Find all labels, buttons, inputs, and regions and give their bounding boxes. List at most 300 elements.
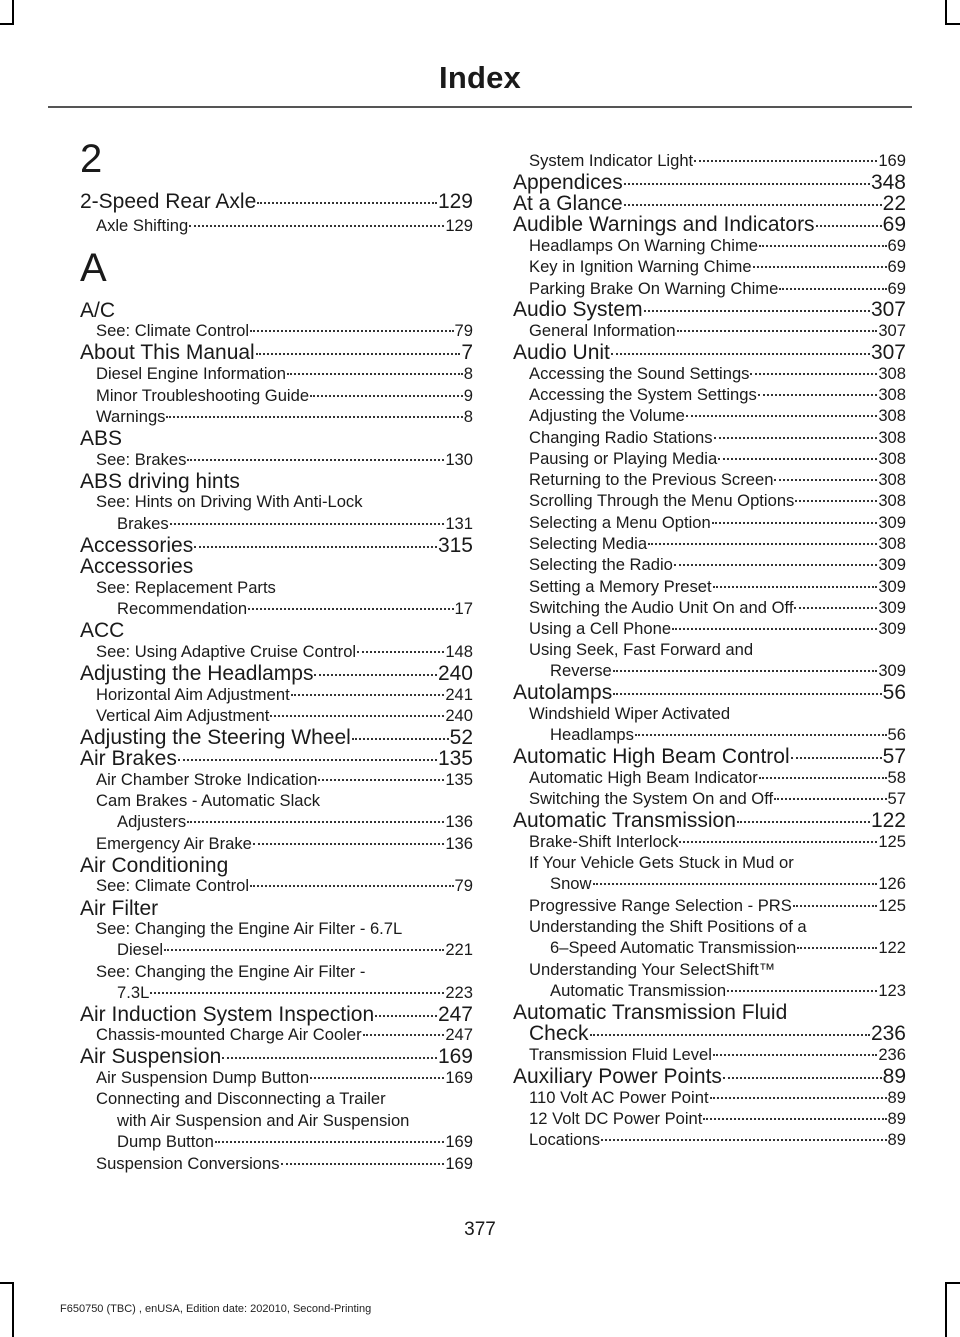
entry-page: 169 <box>445 1132 473 1151</box>
entry-page: 309 <box>878 598 906 617</box>
entry-page: 223 <box>445 983 473 1002</box>
index-subentry[interactable] <box>80 450 473 470</box>
entry-page: 130 <box>445 450 473 469</box>
entry-page: 308 <box>878 428 906 447</box>
index-heading: ACC <box>80 619 125 642</box>
index-subentry-line: with Air Suspension and Air Suspension <box>117 1111 410 1130</box>
entry-title: Automatic Transmission <box>513 809 736 832</box>
index-subentry[interactable] <box>513 534 906 554</box>
entry-page: 309 <box>878 513 906 532</box>
entry-title: Headlamps On Warning Chime <box>529 236 759 255</box>
entry-page: 136 <box>445 812 473 831</box>
dot-leader <box>363 1034 445 1036</box>
entry-title: Autolamps <box>513 681 613 704</box>
entry-page: 125 <box>878 832 906 851</box>
entry-page: 169 <box>437 1045 473 1068</box>
dot-leader <box>793 905 877 907</box>
entry-page: 308 <box>878 470 906 489</box>
dot-leader <box>686 415 877 417</box>
page-number: 377 <box>464 1219 496 1240</box>
index-subentry[interactable] <box>513 151 906 171</box>
entry-page: 57 <box>882 745 906 768</box>
entry-title: Switching the System On and Off <box>529 789 774 808</box>
entry-title: System Indicator Light <box>529 151 694 170</box>
index-subentry[interactable] <box>513 619 906 639</box>
entry-title: Selecting Media <box>529 534 648 553</box>
index-subentry[interactable] <box>513 279 906 299</box>
dot-leader <box>737 821 870 823</box>
dot-leader <box>287 373 463 375</box>
index-subentry[interactable] <box>513 896 906 916</box>
entry-page: 22 <box>882 192 906 215</box>
dot-leader <box>758 394 878 396</box>
entry-page: 122 <box>870 809 906 832</box>
entry-page: 131 <box>445 514 473 533</box>
index-subentry-line: Understanding the Shift Positions of a <box>529 917 807 936</box>
index-subentry[interactable] <box>513 789 906 809</box>
entry-page: 309 <box>878 577 906 596</box>
index-subentry[interactable] <box>513 513 906 533</box>
index-subentry[interactable] <box>513 725 906 745</box>
index-subentry[interactable] <box>513 1109 906 1129</box>
index-subentry[interactable] <box>80 1025 473 1045</box>
crop-mark <box>945 1282 947 1337</box>
entry-title: Air Brakes <box>80 747 177 770</box>
entry-title: Accessories <box>80 534 194 557</box>
section-letter: A <box>80 246 107 290</box>
index-subentry-line: Understanding Your SelectShift™ <box>529 960 776 979</box>
entry-title: At a Glance <box>513 192 623 215</box>
index-entry[interactable] <box>513 213 906 237</box>
entry-title: Air Suspension <box>80 1045 222 1068</box>
index-subentry[interactable] <box>513 491 906 511</box>
entry-title: Dump Button <box>117 1132 214 1151</box>
dot-leader <box>593 883 878 885</box>
index-subentry[interactable] <box>513 428 906 448</box>
entry-title: Air Induction System Inspection <box>80 1003 375 1026</box>
index-subentry[interactable] <box>80 599 473 619</box>
entry-page: 69 <box>887 236 906 255</box>
index-entry[interactable] <box>513 745 906 769</box>
entry-page: 136 <box>445 834 473 853</box>
entry-page: 89 <box>882 1065 906 1088</box>
entry-title: 110 Volt AC Power Point <box>529 1088 709 1107</box>
entry-page: 89 <box>887 1109 906 1128</box>
dot-leader <box>257 202 437 204</box>
entry-title: 6–Speed Automatic Transmission <box>550 938 797 957</box>
entry-title: 7.3L <box>117 983 150 1002</box>
index-subentry[interactable] <box>513 661 906 681</box>
dot-leader <box>189 225 444 227</box>
dot-leader <box>648 543 877 545</box>
index-heading: Air Conditioning <box>80 854 229 877</box>
index-subentry[interactable] <box>513 1130 906 1150</box>
dot-leader <box>713 1054 877 1056</box>
dot-leader <box>710 1097 887 1099</box>
entry-page: 307 <box>870 298 906 321</box>
entry-page: 129 <box>445 216 473 235</box>
entry-title: Warnings <box>96 407 166 426</box>
entry-page: 309 <box>878 619 906 638</box>
dot-leader <box>712 522 878 524</box>
entry-page: 56 <box>887 725 906 744</box>
index-entry[interactable] <box>513 809 906 833</box>
entry-title: Air Chamber Stroke Indication <box>96 770 318 789</box>
entry-title: See: Brakes <box>96 450 187 469</box>
section-letter: 2 <box>80 137 103 181</box>
index-subentry[interactable] <box>513 555 906 575</box>
index-subentry[interactable] <box>513 874 906 894</box>
index-subentry[interactable] <box>513 321 906 341</box>
entry-title: Audio System <box>513 298 643 321</box>
index-entry[interactable] <box>513 1022 906 1046</box>
index-subentry[interactable] <box>80 642 473 662</box>
dot-leader <box>624 183 870 185</box>
index-heading: ABS driving hints <box>80 470 240 493</box>
entry-title: Switching the Audio Unit On and Off <box>529 598 794 617</box>
entry-title: Check <box>529 1022 589 1045</box>
entry-page: 17 <box>454 599 473 618</box>
entry-page: 89 <box>887 1130 906 1149</box>
index-entry[interactable] <box>80 662 473 686</box>
index-subentry[interactable] <box>80 940 473 960</box>
index-entry[interactable] <box>80 1003 473 1027</box>
entry-page: 9 <box>463 386 473 405</box>
crop-mark <box>12 1282 14 1337</box>
entry-page: 169 <box>445 1154 473 1173</box>
dot-leader <box>750 373 877 375</box>
entry-page: 79 <box>454 321 473 340</box>
entry-title: Returning to the Previous Screen <box>529 470 774 489</box>
dot-leader <box>310 395 463 397</box>
entry-title: Headlamps <box>550 725 634 744</box>
index-subentry[interactable] <box>513 938 906 958</box>
footer-edition-info: F650750 (TBC) , enUSA, Edition date: 202010, Second-Printing <box>60 1303 372 1315</box>
entry-page: 69 <box>887 279 906 298</box>
entry-title: Recommendation <box>117 599 248 618</box>
dot-leader <box>150 992 444 994</box>
index-subentry[interactable] <box>513 577 906 597</box>
dot-leader <box>187 821 444 823</box>
index-subentry[interactable] <box>513 598 906 618</box>
dot-leader <box>624 204 882 206</box>
entry-page: 135 <box>437 747 473 770</box>
index-subentry[interactable] <box>80 514 473 534</box>
index-entry[interactable] <box>513 298 906 322</box>
entry-page: 89 <box>887 1088 906 1107</box>
entry-page: 247 <box>445 1025 473 1044</box>
dot-leader <box>314 674 436 676</box>
index-subentry[interactable] <box>80 1068 473 1088</box>
dot-leader <box>357 651 444 653</box>
dot-leader <box>253 843 444 845</box>
dot-leader <box>256 353 461 355</box>
dot-leader <box>759 245 887 247</box>
dot-leader <box>166 416 462 418</box>
index-subentry-line: See: Changing the Engine Air Filter - 6.7L <box>96 919 403 938</box>
index-subentry-line: Cam Brakes - Automatic Slack <box>96 791 321 810</box>
index-entry[interactable] <box>513 681 906 705</box>
index-subentry-line: See: Replacement Parts <box>96 578 276 597</box>
index-heading: Automatic Transmission Fluid <box>513 1001 788 1024</box>
index-subentry-line: See: Hints on Driving With Anti-Lock <box>96 492 363 511</box>
entry-title: Automatic Transmission <box>550 981 727 1000</box>
entry-page: 7 <box>461 341 473 364</box>
dot-leader <box>727 990 877 992</box>
index-subentry[interactable] <box>80 407 473 427</box>
index-subentry[interactable] <box>513 449 906 469</box>
page-title: Index <box>439 60 521 95</box>
dot-leader <box>677 330 878 332</box>
crop-mark <box>945 0 947 25</box>
index-subentry[interactable] <box>80 770 473 790</box>
entry-page: 58 <box>887 768 906 787</box>
entry-title: Adjusters <box>117 812 187 831</box>
dot-leader <box>310 1077 444 1079</box>
index-entry[interactable] <box>80 1045 473 1069</box>
entry-title: See: Climate Control <box>96 876 250 895</box>
crop-mark <box>0 23 14 25</box>
entry-title: 12 Volt DC Power Point <box>529 1109 703 1128</box>
index-entry[interactable] <box>80 747 473 771</box>
dot-leader <box>718 458 877 460</box>
dot-leader <box>713 586 878 588</box>
dot-leader <box>352 738 449 740</box>
dot-leader <box>248 608 453 610</box>
entry-title: Diesel Engine Information <box>96 364 287 383</box>
dot-leader <box>791 757 882 759</box>
entry-page: 123 <box>878 981 906 1000</box>
dot-leader <box>779 288 886 290</box>
entry-title: Minor Troubleshooting Guide <box>96 386 310 405</box>
dot-leader <box>774 798 886 800</box>
crop-mark <box>0 1282 14 1284</box>
dot-leader <box>215 1141 444 1143</box>
dot-leader <box>714 437 878 439</box>
dot-leader <box>674 564 877 566</box>
index-subentry[interactable] <box>513 832 906 852</box>
entry-page: 241 <box>445 685 473 704</box>
entry-title: Key in Ignition Warning Chime <box>529 257 752 276</box>
entry-page: 129 <box>437 190 473 213</box>
entry-title: Air Suspension Dump Button <box>96 1068 310 1087</box>
index-entry[interactable] <box>513 341 906 365</box>
index-subentry[interactable] <box>513 1088 906 1108</box>
entry-title: Pausing or Playing Media <box>529 449 718 468</box>
index-subentry[interactable] <box>80 1132 473 1152</box>
entry-title: Adjusting the Volume <box>529 406 685 425</box>
entry-page: 8 <box>463 407 473 426</box>
entry-page: 8 <box>463 364 473 383</box>
entry-page: 56 <box>882 681 906 704</box>
dot-leader <box>613 693 881 695</box>
entry-page: 57 <box>887 789 906 808</box>
dot-leader <box>794 607 877 609</box>
entry-title: Audio Unit <box>513 341 610 364</box>
dot-leader <box>178 759 437 761</box>
index-subentry[interactable] <box>80 983 473 1003</box>
entry-page: 308 <box>878 449 906 468</box>
entry-page: 169 <box>445 1068 473 1087</box>
index-subentry[interactable] <box>513 257 906 277</box>
entry-page: 148 <box>445 642 473 661</box>
entry-title: Accessing the Sound Settings <box>529 364 750 383</box>
index-heading: ABS <box>80 427 123 450</box>
index-subentry-line: If Your Vehicle Gets Stuck in Mud or <box>529 853 794 872</box>
index-subentry[interactable] <box>80 834 473 854</box>
dot-leader <box>164 949 444 951</box>
entry-title: Appendices <box>513 171 623 194</box>
entry-page: 308 <box>878 491 906 510</box>
crop-mark <box>945 23 960 25</box>
entry-page: 221 <box>445 940 473 959</box>
entry-title: Accessing the System Settings <box>529 385 757 404</box>
index-subentry[interactable] <box>513 981 906 1001</box>
dot-leader <box>281 1163 445 1165</box>
entry-page: 247 <box>437 1003 473 1026</box>
dot-leader <box>611 353 870 355</box>
index-subentry[interactable] <box>513 1045 906 1065</box>
index-subentry[interactable] <box>80 1154 473 1174</box>
index-subentry[interactable] <box>80 321 473 341</box>
entry-page: 69 <box>887 257 906 276</box>
index-subentry[interactable] <box>80 216 473 236</box>
dot-leader <box>816 225 882 227</box>
entry-title: Diesel <box>117 940 164 959</box>
entry-title: Automatic High Beam Control <box>513 745 790 768</box>
entry-page: 79 <box>454 876 473 895</box>
entry-page: 308 <box>878 385 906 404</box>
entry-title: Parking Brake On Warning Chime <box>529 279 779 298</box>
dot-leader <box>694 160 877 162</box>
index-subentry[interactable] <box>513 364 906 384</box>
entry-title: Transmission Fluid Level <box>529 1045 712 1064</box>
crop-mark <box>12 0 14 25</box>
entry-title: Reverse <box>550 661 612 680</box>
dot-leader <box>753 266 887 268</box>
entry-page: 308 <box>878 406 906 425</box>
entry-title: Setting a Memory Preset <box>529 577 712 596</box>
entry-title: Adjusting the Steering Wheel <box>80 726 351 749</box>
entry-title: Selecting the Radio <box>529 555 673 574</box>
entry-page: 315 <box>437 534 473 557</box>
entry-page: 236 <box>878 1045 906 1064</box>
entry-title: Chassis-mounted Charge Air Cooler <box>96 1025 362 1044</box>
entry-page: 309 <box>878 555 906 574</box>
dot-leader <box>291 694 445 696</box>
entry-page: 309 <box>878 661 906 680</box>
index-subentry[interactable] <box>80 812 473 832</box>
entry-page: 169 <box>878 151 906 170</box>
entry-page: 125 <box>878 896 906 915</box>
dot-leader <box>774 479 877 481</box>
index-subentry-line: Connecting and Disconnecting a Trailer <box>96 1089 386 1108</box>
entry-title: Automatic High Beam Indicator <box>529 768 758 787</box>
entry-page: 236 <box>870 1022 906 1045</box>
index-subentry[interactable] <box>80 364 473 384</box>
index-subentry-line: Windshield Wiper Activated <box>529 704 731 723</box>
entry-title: Progressive Range Selection - PRS <box>529 896 792 915</box>
index-entry[interactable] <box>80 341 473 365</box>
entry-page: 308 <box>878 534 906 553</box>
index-subentry[interactable] <box>80 386 473 406</box>
entry-title: Brake-Shift Interlock <box>529 832 679 851</box>
entry-title: Suspension Conversions <box>96 1154 280 1173</box>
entry-page: 307 <box>878 321 906 340</box>
index-subentry[interactable] <box>513 768 906 788</box>
dot-leader <box>318 779 444 781</box>
index-subentry[interactable] <box>513 385 906 405</box>
entry-title: Selecting a Menu Option <box>529 513 711 532</box>
dot-leader <box>601 1139 886 1141</box>
entry-title: Auxiliary Power Points <box>513 1065 722 1088</box>
entry-page: 135 <box>445 770 473 789</box>
entry-title: Locations <box>529 1130 601 1149</box>
index-entry[interactable] <box>513 1065 906 1089</box>
dot-leader <box>375 1015 437 1017</box>
index-subentry-line: Using Seek, Fast Forward and <box>529 640 754 659</box>
dot-leader <box>194 546 437 548</box>
entry-page: 348 <box>870 171 906 194</box>
index-subentry[interactable] <box>80 685 473 705</box>
entry-title: Vertical Aim Adjustment <box>96 706 270 725</box>
entry-title: Snow <box>550 874 592 893</box>
entry-page: 52 <box>449 726 473 749</box>
header-divider <box>48 106 912 108</box>
entry-page: 307 <box>870 341 906 364</box>
dot-leader <box>170 523 445 525</box>
index-subentry[interactable] <box>513 236 906 256</box>
entry-title: See: Using Adaptive Cruise Control <box>96 642 357 661</box>
entry-title: Changing Radio Stations <box>529 428 713 447</box>
index-entry[interactable] <box>80 190 473 214</box>
index-subentry-line: See: Changing the Engine Air Filter - <box>96 962 366 981</box>
dot-leader <box>250 330 453 332</box>
index-subentry[interactable] <box>80 706 473 726</box>
index-subentry[interactable] <box>80 876 473 896</box>
dot-leader <box>703 1118 886 1120</box>
entry-title: Horizontal Aim Adjustment <box>96 685 290 704</box>
dot-leader <box>270 715 444 717</box>
dot-leader <box>187 459 444 461</box>
index-heading: A/C <box>80 299 116 322</box>
index-subentry[interactable] <box>513 470 906 490</box>
entry-title: Brakes <box>117 514 169 533</box>
entry-page: 240 <box>445 706 473 725</box>
dot-leader <box>250 885 453 887</box>
entry-title: Emergency Air Brake <box>96 834 252 853</box>
dot-leader <box>613 670 878 672</box>
entry-page: 308 <box>878 364 906 383</box>
dot-leader <box>759 777 887 779</box>
entry-title: Using a Cell Phone <box>529 619 672 638</box>
entry-page: 126 <box>878 874 906 893</box>
dot-leader <box>679 841 877 843</box>
entry-title: 2-Speed Rear Axle <box>80 190 257 213</box>
index-subentry[interactable] <box>513 406 906 426</box>
entry-title: Adjusting the Headlamps <box>80 662 314 685</box>
dot-leader <box>672 628 877 630</box>
entry-page: 240 <box>437 662 473 685</box>
entry-title: Scrolling Through the Menu Options <box>529 491 795 510</box>
dot-leader <box>797 947 877 949</box>
entry-page: 122 <box>878 938 906 957</box>
entry-page: 69 <box>882 213 906 236</box>
entry-title: See: Climate Control <box>96 321 250 340</box>
dot-leader <box>644 310 870 312</box>
entry-title: Axle Shifting <box>96 216 189 235</box>
dot-leader <box>222 1057 437 1059</box>
